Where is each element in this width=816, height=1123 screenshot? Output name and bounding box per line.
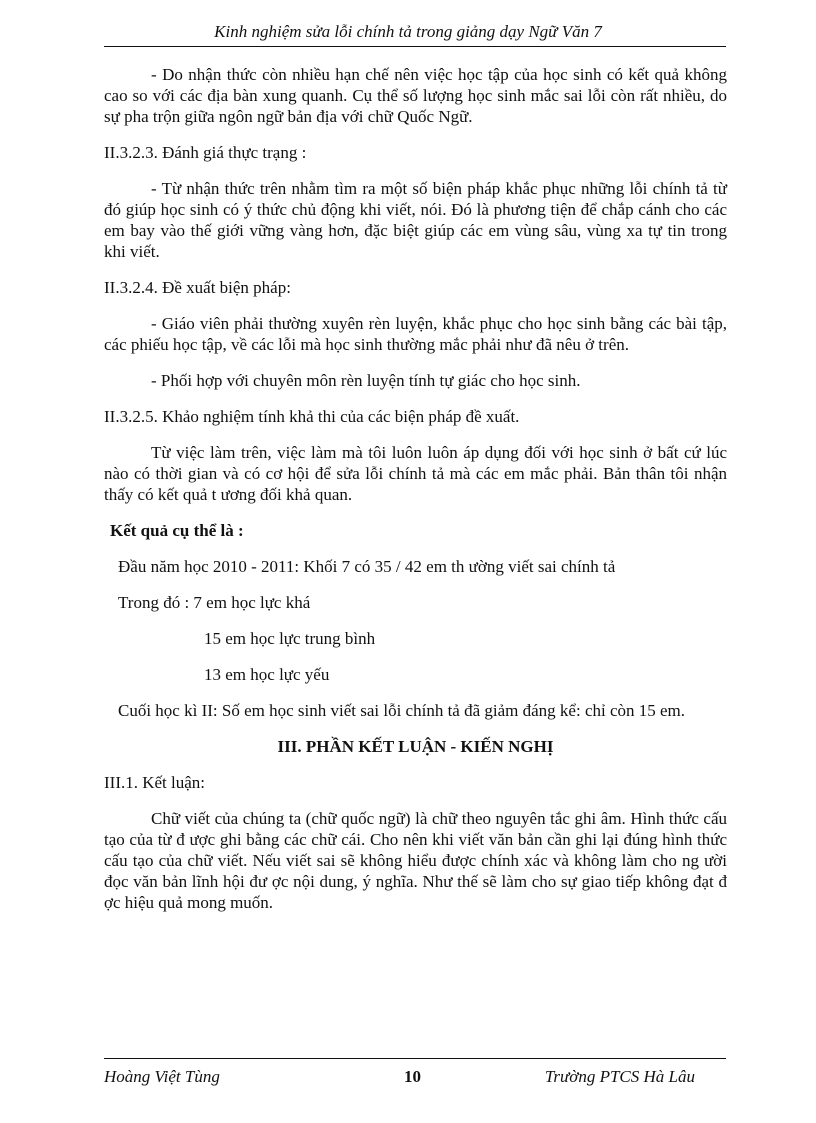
results-line-end-term: Cuối học kì II: Số em học sinh viết sai lỗi chính tả đã giảm đáng kể: chỉ còn 15 em. bbox=[118, 701, 686, 720]
paragraph-feasibility: Từ việc làm trên, việc làm mà tôi luôn luôn áp dụng đối với học sinh ở bất cứ lúc nào có thời gian và có cơ hội để sửa lỗi chính tả mà các em mắc phải. Bản thân tôi nhận thấy có kết quả t ương đối khả quan. bbox=[104, 443, 727, 504]
paragraph-awareness: - Do nhận thức còn nhiều hạn chế nên việc học tập của học sinh có kết quả không cao so với các địa bàn xung quanh. Cụ thể số lượng học sinh mắc sai lỗi còn rất nhiều, do sự pha trộn giữa ngôn ngữ bản địa với chữ Quốc Ngữ. bbox=[104, 65, 727, 126]
results-title: Kết quả cụ thể là : bbox=[110, 521, 244, 540]
heading-2-4: II.3.2.4. Đề xuất biện pháp: bbox=[104, 278, 291, 297]
header-divider bbox=[104, 46, 726, 47]
section-3-title: III. PHẦN KẾT LUẬN - KIẾN NGHỊ bbox=[277, 737, 554, 756]
footer-page-number: 10 bbox=[404, 1067, 421, 1086]
footer-author: Hoàng Việt Tùng bbox=[104, 1067, 220, 1086]
paragraph-coordination: - Phối hợp với chuyên môn rèn luyện tính tự giác cho học sinh. bbox=[151, 371, 581, 390]
paragraph-conclusion: Chữ viết của chúng ta (chữ quốc ngữ) là chữ theo nguyên tắc ghi âm. Hình thức cấu tạo của từ đ ược ghi bằng các chữ cái. Cho nên khi viết văn bản cần ghi lại đúng hình thức cấu tạo của chữ viết. Nếu viết sai sẽ không hiểu được chính xác và không làm cho ng ười đọc văn bản lĩnh hội đư ợc nội dung, ý nghĩa. Như thế sẽ làm cho sự giao tiếp không đạt đ ợc hiệu quả mong muốn. bbox=[104, 809, 727, 912]
heading-2-3: II.3.2.3. Đánh giá thực trạng : bbox=[104, 143, 307, 162]
section-3-1-subtitle: III.1. Kết luận: bbox=[104, 773, 206, 792]
paragraph-teacher-measures: - Giáo viên phải thường xuyên rèn luyện, khắc phục cho học sinh bằng các bài tập, các phiếu học tập, về các lỗi mà học sinh thường mắc phải như đã nêu ở trên. bbox=[104, 314, 727, 354]
results-line-average: 15 em học lực trung bình bbox=[204, 629, 376, 648]
results-line-start-year: Đầu năm học 2010 - 2011: Khối 7 có 35 / 42 em th ường viết sai chính tả bbox=[118, 557, 616, 576]
heading-2-5: II.3.2.5. Khảo nghiệm tính khả thi của các biện pháp đề xuất. bbox=[104, 407, 520, 426]
results-line-weak: 13 em học lực yếu bbox=[204, 665, 330, 684]
paragraph-assessment: - Từ nhận thức trên nhằm tìm ra một số biện pháp khắc phục những lỗi chính tả từ đó giúp học sinh có ý thức chủ động khi viết, nói. Đó là phương tiện để chắp cánh cho các em bay vào thế giới vững vàng hơn, đặc biệt giúp các em vùng sâu, vùng xa tự tin trong khi viết. bbox=[104, 179, 727, 261]
page-footer bbox=[104, 1067, 727, 1091]
results-line-good: Trong đó : 7 em học lực khá bbox=[118, 593, 311, 612]
document-body bbox=[104, 64, 727, 928]
footer-divider bbox=[104, 1058, 726, 1059]
page-header-title: Kinh nghiệm sửa lỗi chính tả trong giảng dạy Ngữ Văn 7 bbox=[214, 22, 602, 41]
footer-school: Trường PTCS Hà Lâu bbox=[544, 1067, 695, 1086]
